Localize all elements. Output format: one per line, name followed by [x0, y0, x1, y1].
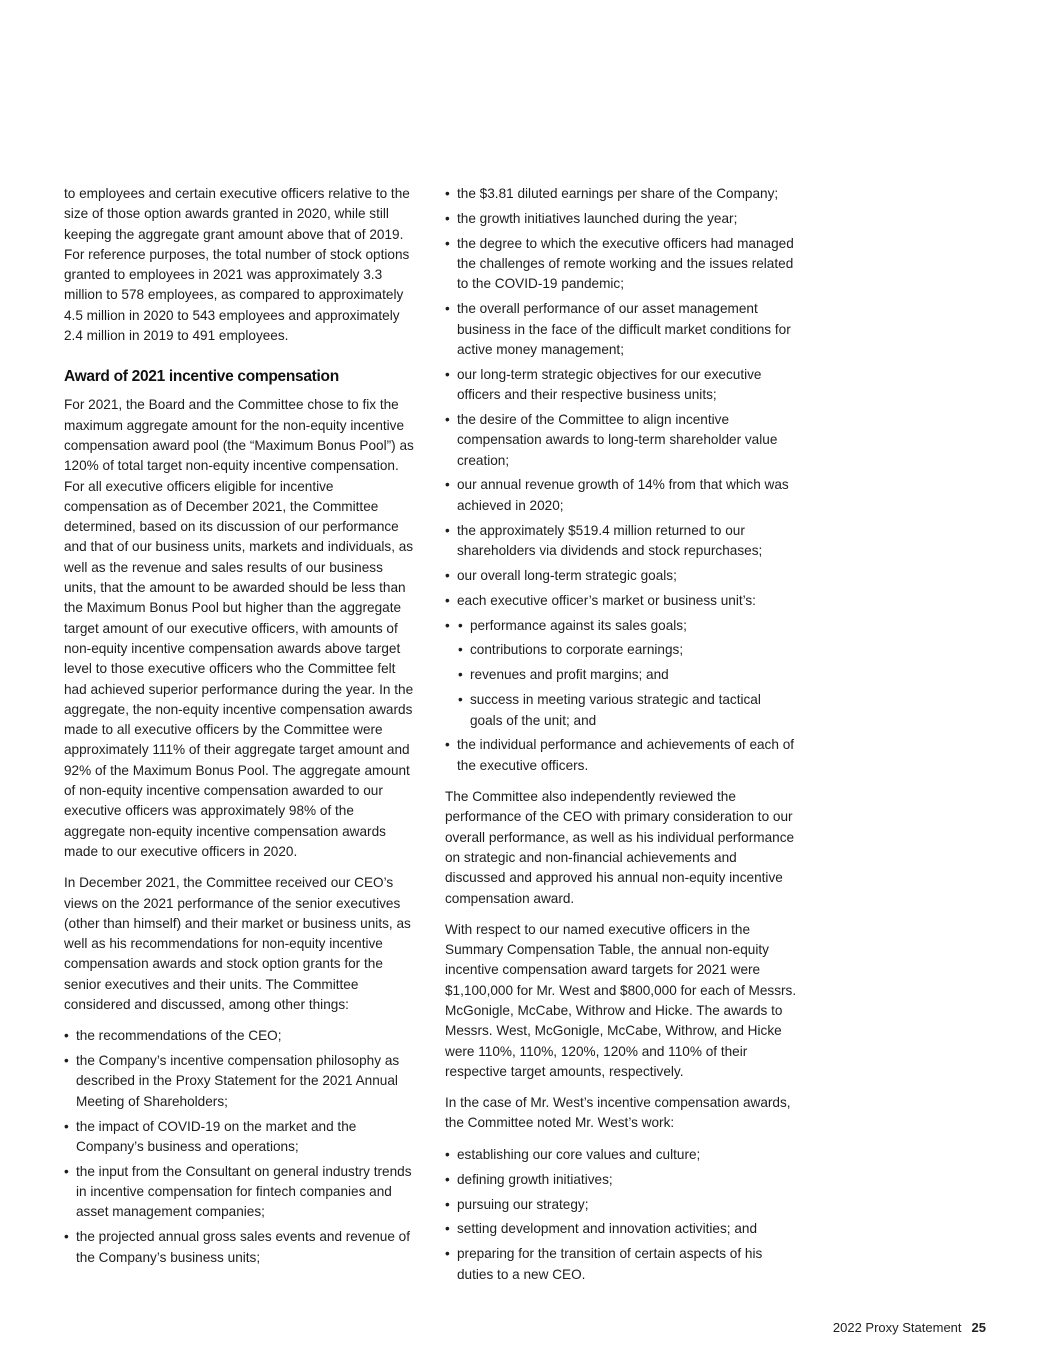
list-item: • the overall performance of our asset management business in the face of the difficult market conditions for active money management;	[445, 299, 797, 360]
sub-list-item: • revenues and profit margins; and	[458, 665, 797, 685]
list-item: • our overall long-term strategic goals;	[445, 566, 797, 586]
list-item: • the impact of COVID-19 on the market and the Company’s business and operations;	[64, 1117, 416, 1158]
body-paragraph: In the case of Mr. West’s incentive compensation awards, the Committee noted Mr. West’s work:	[445, 1095, 791, 1131]
list-item: • preparing for the transition of certain aspects of his duties to a new CEO.	[445, 1244, 797, 1285]
body-paragraph: For 2021, the Board and the Committee chose to fix the maximum aggregate amount for the non-equity incentive compensation award pool (the “Maximum Bonus Pool”) as 120% of total target non-equity incentive compensation. For all executive officers eligible for incentive compensation as of December 2021, the Committee determined, based on its discussion of our performance and that of our business units, markets and individuals, as well as the revenue and sales results of our business units, that the amount to be awarded should be less than the Maximum Bonus Pool but higher than the aggregate target amount of our executive officers, with amounts of non-equity incentive compensation awards above target level to those executive officers who the Committee felt had achieved superior performance during the year. In the aggregate, the non-equity incentive compensation awards made to all executive officers by the Committee were approximately 111% of their aggregate target amount and 92% of the Maximum Bonus Pool. The aggregate amount of non-equity incentive compensation awarded to our executive officers was approximately 98% of the aggregate non-equity incentive compensation awards made to our executive officers in 2020.	[64, 397, 414, 859]
page-footer	[760, 1320, 986, 1335]
list-item: • the $3.81 diluted earnings per share of the Company;	[445, 184, 797, 204]
list-item: • setting development and innovation activities; and	[445, 1219, 797, 1239]
list-item: • the desire of the Committee to align incentive compensation awards to long-term shareholder value creation;	[445, 410, 797, 471]
considerations-list	[64, 1026, 416, 1268]
list-item: • the growth initiatives launched during the year;	[445, 209, 797, 229]
list-item: • the recommendations of the CEO;	[64, 1026, 416, 1046]
sub-list-item: • contributions to corporate earnings;	[458, 640, 797, 660]
body-paragraph: In December 2021, the Committee received our CEO’s views on the 2021 performance of the senior executives (other than himself) and their market or business units, as well as his recommendations for non-equity incentive compensation awards and stock option grants for the senior executives and their units. The Committee considered and discussed, among other things:	[64, 875, 411, 1012]
body-paragraph: to employees and certain executive officers relative to the size of those option awards granted in 2020, while still keeping the aggregate grant amount above that of 2019. For reference purposes, the total number of stock options granted to employees in 2021 was approximately 3.3 million to 578 employees, as compared to approximately 4.5 million in 2020 to 543 employees and approximately 2.4 million in 2019 to 491 employees.	[64, 186, 410, 344]
list-item: • the approximately $519.4 million returned to our shareholders via dividends and stock repurchases;	[445, 521, 797, 562]
body-paragraph: The Committee also independently reviewed the performance of the CEO with primary consideration to our overall performance, as well as his individual performance on strategic and non-financial achievements and discussed and approved his annual non-equity incentive compensation award.	[445, 789, 795, 906]
list-item: • the projected annual gross sales events and revenue of the Company’s business units;	[64, 1227, 416, 1268]
list-item: • the Company’s incentive compensation philosophy as described in the Proxy Statement for the 2021 Annual Meeting of Shareholders;	[64, 1051, 416, 1112]
left-column	[64, 184, 416, 1279]
list-item: • the individual performance and achievements of each of the executive officers.	[445, 735, 797, 776]
sub-list-item: • success in meeting various strategic and tactical goals of the unit; and	[458, 690, 797, 731]
sub-list-container	[445, 616, 797, 731]
sub-list	[445, 616, 797, 731]
body-paragraph: With respect to our named executive officers in the Summary Compensation Table, the annual non-equity incentive compensation award targets for 2021 were $1,100,000 for Mr. West and $800,000 for each of Messrs. McGonigle, McCabe, Withrow and Hicke. The awards to Messrs. West, McGonigle, McCabe, Withrow, and Hicke were 110%, 110%, 120%, 120% and 110% of their respective target amounts, respectively.	[445, 921, 797, 1079]
list-item: • each executive officer’s market or business unit’s:	[445, 591, 797, 611]
sub-list-item: • • performance against its sales goals;	[458, 616, 797, 636]
list-item: • our long-term strategic objectives for our executive officers and their respective business units;	[445, 365, 797, 406]
footer-title: 2022 Proxy Statement	[832, 1320, 962, 1335]
list-item: • the input from the Consultant on general industry trends in incentive compensation for fintech companies and asset management companies;	[64, 1162, 416, 1223]
right-column	[445, 184, 797, 1296]
list-item: • establishing our core values and culture;	[445, 1145, 797, 1165]
considerations-list-continued	[445, 184, 797, 776]
list-item: • the degree to which the executive officers had managed the challenges of remote working and the issues related to the COVID-19 pandemic;	[445, 234, 797, 295]
list-item: • defining growth initiatives;	[445, 1170, 797, 1190]
page-number: 25	[971, 1320, 986, 1335]
section-heading: Award of 2021 incentive compensation	[64, 368, 339, 386]
list-item: • pursuing our strategy;	[445, 1195, 797, 1215]
list-item: • our annual revenue growth of 14% from that which was achieved in 2020;	[445, 475, 797, 516]
west-work-list	[445, 1145, 797, 1285]
